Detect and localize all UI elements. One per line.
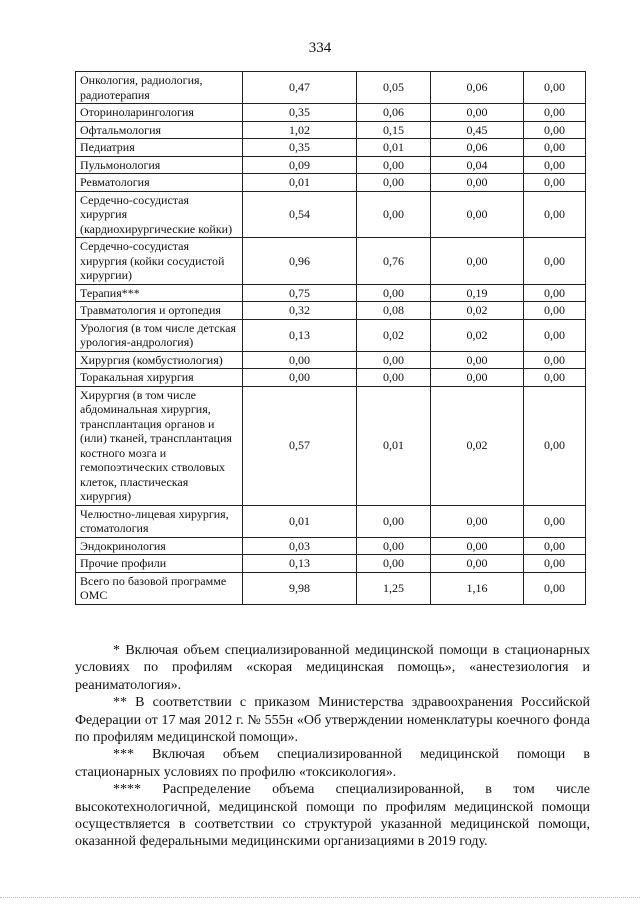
value-cell: 0,01 — [357, 139, 431, 157]
value-cell: 0,45 — [431, 121, 524, 139]
value-cell: 0,00 — [357, 156, 431, 174]
value-cell: 9,98 — [243, 572, 357, 604]
value-cell: 0,76 — [357, 238, 431, 285]
value-cell: 0,00 — [524, 238, 586, 285]
profile-name-cell: Ревматология — [76, 174, 243, 192]
value-cell: 0,00 — [524, 351, 586, 369]
table-row — [76, 156, 586, 174]
profile-name-cell: Эндокринология — [76, 537, 243, 555]
value-cell: 0,04 — [431, 156, 524, 174]
value-cell: 0,05 — [357, 72, 431, 104]
value-cell: 0,00 — [524, 537, 586, 555]
value-cell: 0,00 — [524, 555, 586, 573]
value-cell: 0,06 — [357, 104, 431, 122]
value-cell: 0,54 — [243, 191, 357, 238]
value-cell: 0,00 — [431, 104, 524, 122]
value-cell: 0,00 — [524, 302, 586, 320]
value-cell: 0,15 — [357, 121, 431, 139]
value-cell: 0,13 — [243, 555, 357, 573]
value-cell: 0,00 — [243, 351, 357, 369]
table-row — [76, 174, 586, 192]
value-cell: 0,00 — [357, 284, 431, 302]
value-cell: 0,00 — [357, 351, 431, 369]
value-cell: 0,00 — [357, 191, 431, 238]
profile-name-cell: Всего по базовой программе ОМС — [76, 572, 243, 604]
value-cell: 0,32 — [243, 302, 357, 320]
profile-name-cell: Хирургия (в том числе абдоминальная хирургия, трансплантация органов и (или) тканей, трансплантация костного мозга и гемопоэтических стволовых клеток, пластическая хирургия) — [76, 386, 243, 505]
table-row — [76, 302, 586, 320]
footnote-2: ** В соответствии с приказом Министерства здравоохранения Российской Федерации от 17 мая 2012 г. № 555н «Об утверждении номенклатуры коечного фонда по профилям медицинской помощи». — [75, 695, 590, 746]
profile-name-cell: Челюстно-лицевая хирургия, стоматология — [76, 505, 243, 537]
value-cell: 0,06 — [431, 72, 524, 104]
value-cell: 0,35 — [243, 139, 357, 157]
footnote-4: **** Распределение объема специализированной, в том числе высокотехнологичной, медицинской помощи по профилям медицинской помощи осуществляется в соответствии со структурой указанной медицинской помощи, оказанной федеральными медицинскими организациями в 2019 году. — [75, 782, 590, 850]
value-cell: 0,00 — [431, 238, 524, 285]
value-cell: 0,00 — [431, 191, 524, 238]
profile-name-cell: Хирургия (комбустиология) — [76, 351, 243, 369]
value-cell: 0,47 — [243, 72, 357, 104]
footnote-1: * Включая объем специализированной медицинской помощи в стационарных условиях по профилям «скорая медицинская помощь», «анестезиология и реаниматология». — [75, 643, 590, 693]
value-cell: 1,25 — [357, 572, 431, 604]
footnotes — [75, 642, 590, 851]
value-cell: 0,00 — [431, 505, 524, 537]
value-cell: 0,00 — [357, 555, 431, 573]
value-cell: 0,00 — [357, 537, 431, 555]
profile-name-cell: Торакальная хирургия — [76, 369, 243, 387]
value-cell: 0,00 — [243, 369, 357, 387]
profile-name-cell: Оториноларингология — [76, 104, 243, 122]
profile-name-cell: Пульмонология — [76, 156, 243, 174]
value-cell: 0,00 — [524, 72, 586, 104]
table-row — [76, 537, 586, 555]
value-cell: 0,00 — [524, 104, 586, 122]
value-cell: 0,75 — [243, 284, 357, 302]
profile-name-cell: Сердечно-сосудистая хирургия (койки сосудистой хирургии) — [76, 238, 243, 285]
value-cell: 0,00 — [431, 351, 524, 369]
value-cell: 0,00 — [524, 284, 586, 302]
table-row — [76, 191, 586, 238]
value-cell: 0,00 — [524, 369, 586, 387]
footnote-3: *** Включая объем специализированной медицинской помощи в стационарных условиях по профилю «токсикология». — [75, 747, 590, 780]
value-cell: 0,00 — [357, 369, 431, 387]
value-cell: 0,35 — [243, 104, 357, 122]
profile-name-cell: Офтальмология — [76, 121, 243, 139]
table-row — [76, 238, 586, 285]
value-cell: 0,00 — [524, 156, 586, 174]
value-cell: 0,02 — [357, 319, 431, 351]
value-cell: 0,00 — [524, 319, 586, 351]
profile-name-cell: Травматология и ортопедия — [76, 302, 243, 320]
table-row — [76, 319, 586, 351]
value-cell: 0,06 — [431, 139, 524, 157]
table-row — [76, 284, 586, 302]
page-bottom-rule — [0, 897, 640, 899]
table-row — [76, 572, 586, 604]
value-cell: 0,19 — [431, 284, 524, 302]
profiles-table — [75, 71, 586, 605]
value-cell: 0,00 — [431, 537, 524, 555]
value-cell: 0,00 — [431, 174, 524, 192]
value-cell: 0,02 — [431, 302, 524, 320]
value-cell: 0,00 — [524, 174, 586, 192]
page-number: 334 — [308, 40, 332, 56]
profile-name-cell: Урология (в том числе детская урология-андрология) — [76, 319, 243, 351]
value-cell: 0,00 — [524, 386, 586, 505]
value-cell: 0,00 — [357, 505, 431, 537]
table-row — [76, 386, 586, 505]
value-cell: 0,01 — [243, 174, 357, 192]
table-row — [76, 104, 586, 122]
profile-name-cell: Педиатрия — [76, 139, 243, 157]
profile-name-cell: Терапия*** — [76, 284, 243, 302]
value-cell: 0,09 — [243, 156, 357, 174]
table-row — [76, 505, 586, 537]
value-cell: 0,13 — [243, 319, 357, 351]
value-cell: 0,00 — [431, 369, 524, 387]
table-row — [76, 139, 586, 157]
table-row — [76, 351, 586, 369]
value-cell: 0,08 — [357, 302, 431, 320]
value-cell: 0,00 — [524, 572, 586, 604]
value-cell: 0,00 — [357, 174, 431, 192]
value-cell: 0,01 — [357, 386, 431, 505]
table-row — [76, 555, 586, 573]
value-cell: 0,01 — [243, 505, 357, 537]
table-row — [76, 369, 586, 387]
value-cell: 0,02 — [431, 386, 524, 505]
value-cell: 1,02 — [243, 121, 357, 139]
value-cell: 0,00 — [524, 121, 586, 139]
value-cell: 1,16 — [431, 572, 524, 604]
value-cell: 0,02 — [431, 319, 524, 351]
value-cell: 0,00 — [431, 555, 524, 573]
profile-name-cell: Онкология, радиология, радиотерапия — [76, 72, 243, 104]
value-cell: 0,00 — [524, 191, 586, 238]
table-row — [76, 121, 586, 139]
value-cell: 0,00 — [524, 139, 586, 157]
profile-name-cell: Сердечно-сосудистая хирургия (кардиохирургические койки) — [76, 191, 243, 238]
value-cell: 0,00 — [524, 505, 586, 537]
value-cell: 0,96 — [243, 238, 357, 285]
value-cell: 0,03 — [243, 537, 357, 555]
value-cell: 0,57 — [243, 386, 357, 505]
table-row — [76, 72, 586, 104]
profiles-table-body — [76, 72, 586, 605]
profile-name-cell: Прочие профили — [76, 555, 243, 573]
